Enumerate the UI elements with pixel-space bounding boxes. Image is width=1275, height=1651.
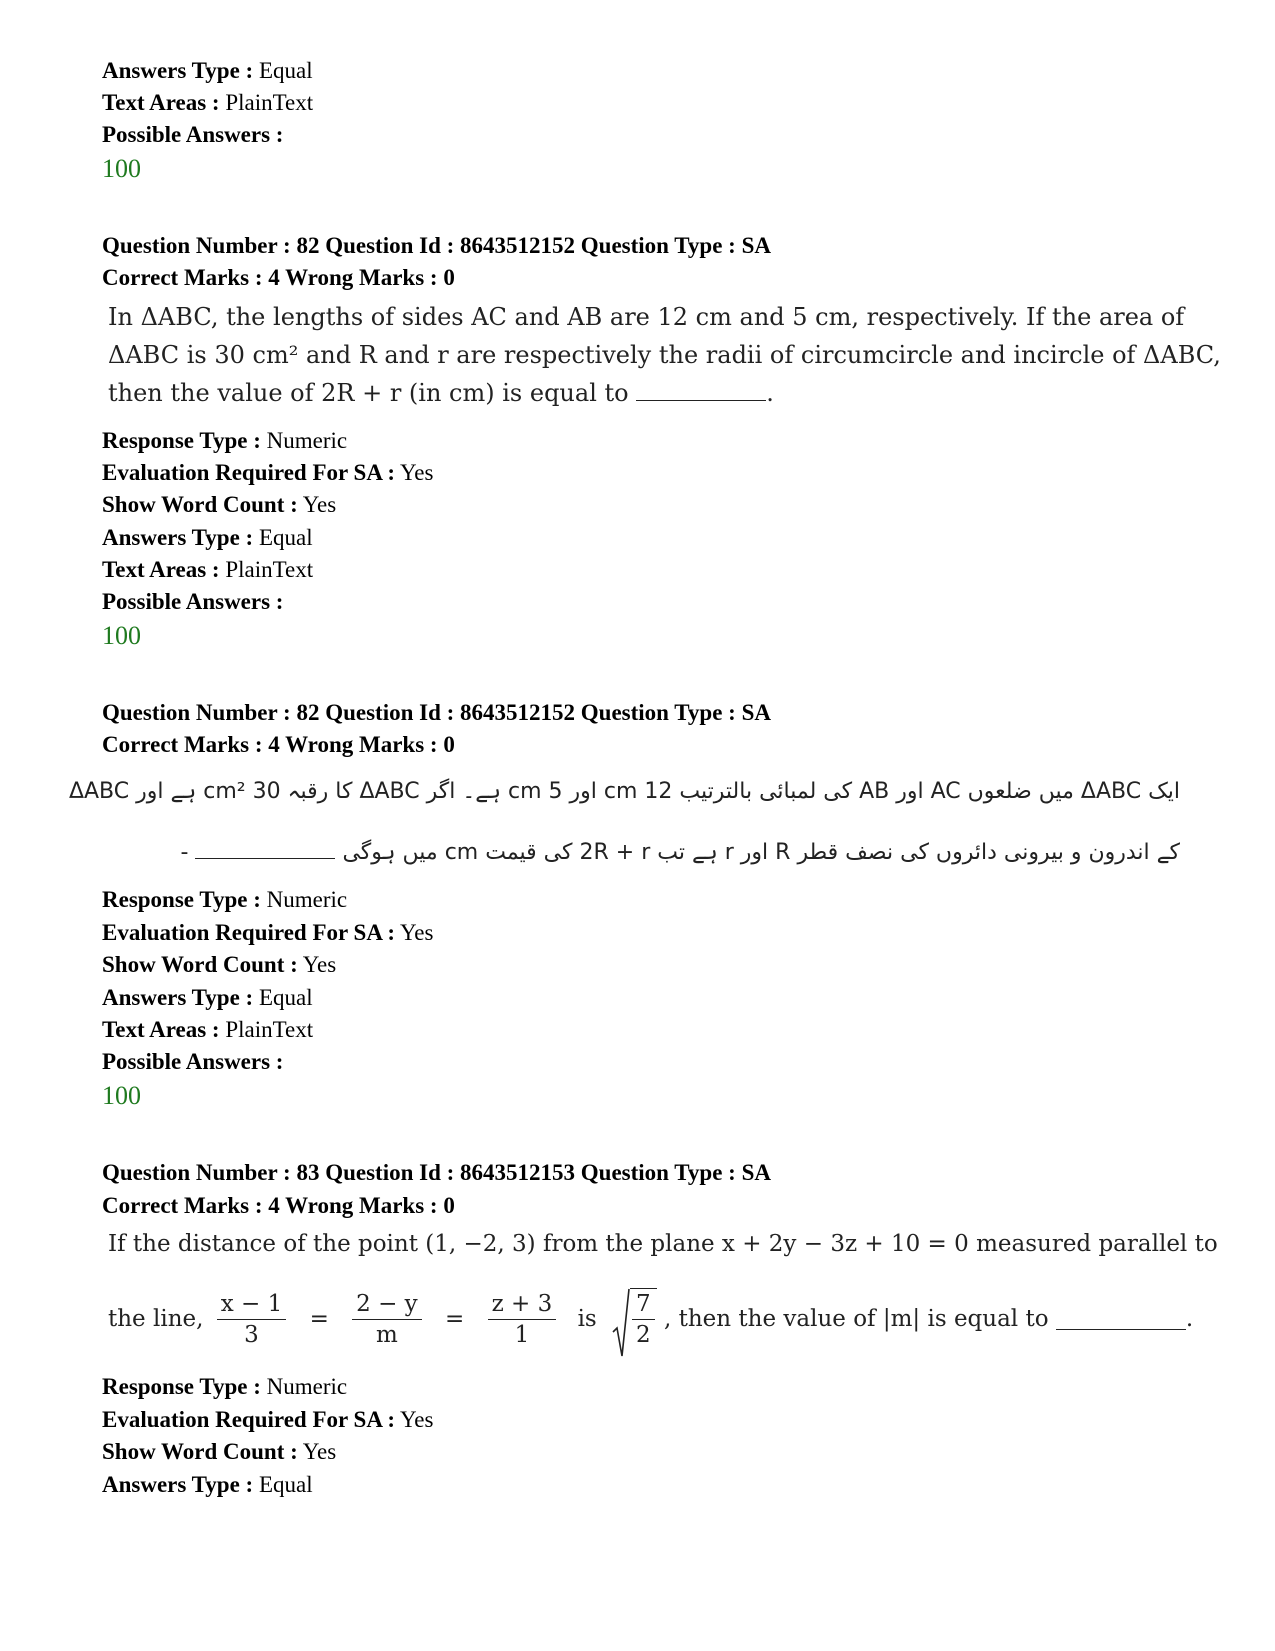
- text-areas-label: Text Areas :: [102, 557, 220, 582]
- fraction-1: [217, 1289, 287, 1350]
- q82-en-possible-answer-value: 100: [102, 621, 141, 650]
- q82-ur-answers-type-row: [102, 983, 313, 1013]
- show-word-count-label: Show Word Count :: [102, 492, 298, 517]
- period: .: [1185, 1306, 1194, 1332]
- text-areas-value: PlainText: [225, 1017, 314, 1042]
- period: .: [766, 379, 774, 407]
- q83-response-type-row: [102, 1372, 347, 1402]
- answers-type-value: Equal: [258, 525, 313, 550]
- response-type-label: Response Type :: [102, 428, 261, 453]
- q82-ur-header: Question Number : 82 Question Id : 8643512152 Question Type : SA: [102, 700, 771, 725]
- fraction-3-denominator: 1: [514, 1321, 530, 1348]
- q82-ur-text-line2: کے اندرون و بیرونی دائروں کی نصف قطر R اور r ہے تب 2R + r کی قیمت cm میں ہوگی -: [180, 840, 1180, 865]
- text-areas-value: PlainText: [225, 90, 314, 115]
- q82-ur-word-count-row: [102, 950, 336, 980]
- fraction-1-denominator: 3: [244, 1321, 259, 1348]
- q82-en-answers-type-row: [102, 523, 313, 553]
- fraction-2-numerator: 2 − y: [352, 1289, 422, 1320]
- fraction-2: [352, 1289, 422, 1350]
- q82-en-evaluation-row: [102, 458, 433, 488]
- sqrt-numerator: 7: [632, 1289, 655, 1320]
- q82-en-possible-answers-label: Possible Answers :: [102, 589, 284, 614]
- show-word-count-label: Show Word Count :: [102, 1439, 298, 1464]
- q83-answers-type-row: [102, 1470, 313, 1500]
- equals-sign: =: [445, 1306, 465, 1332]
- fraction-2-denominator: m: [376, 1321, 398, 1348]
- evaluation-required-value: Yes: [400, 920, 434, 945]
- response-type-label: Response Type :: [102, 1374, 261, 1399]
- q82-en-text-line3-body: then the value of 2R + r (in cm) is equal to: [108, 379, 629, 407]
- answers-type-label: Answers Type :: [102, 1472, 254, 1497]
- response-type-value: Numeric: [266, 428, 348, 453]
- evaluation-required-label: Evaluation Required For SA :: [102, 1407, 396, 1432]
- show-word-count-value: Yes: [302, 492, 337, 517]
- answers-type-value: Equal: [258, 1472, 313, 1497]
- sqrt-fraction: [632, 1289, 655, 1350]
- evaluation-required-value: Yes: [400, 1407, 434, 1432]
- q83-word-count-row: [102, 1437, 336, 1467]
- q83-evaluation-row: [102, 1405, 433, 1435]
- answers-type-label: Answers Type :: [102, 525, 254, 550]
- fraction-3-numerator: z + 3: [488, 1289, 557, 1320]
- top-text-areas-row: [102, 88, 313, 118]
- q82-ur-response-type-row: [102, 885, 347, 915]
- q82-ur-possible-answers-label: Possible Answers :: [102, 1049, 284, 1074]
- answer-blank: [636, 380, 766, 401]
- show-word-count-value: Yes: [302, 1439, 337, 1464]
- answer-blank: [1056, 1309, 1186, 1330]
- q83-text-line2: [108, 1288, 1194, 1350]
- top-possible-answer-value: 100: [102, 154, 141, 183]
- q82-ur-evaluation-row: [102, 918, 433, 948]
- evaluation-required-label: Evaluation Required For SA :: [102, 920, 396, 945]
- show-word-count-label: Show Word Count :: [102, 952, 298, 977]
- q82-en-header: Question Number : 82 Question Id : 8643512152 Question Type : SA: [102, 233, 771, 258]
- q83-header: Question Number : 83 Question Id : 8643512153 Question Type : SA: [102, 1160, 771, 1185]
- q82-en-text-line1: In ΔABC, the lengths of sides AC and AB are 12 cm and 5 cm, respectively. If the area of: [108, 303, 1185, 331]
- top-possible-answers-label: Possible Answers :: [102, 122, 284, 147]
- evaluation-required-value: Yes: [400, 460, 434, 485]
- q82-en-text-line3: [108, 379, 1178, 407]
- sqrt-denominator: 2: [636, 1322, 651, 1348]
- response-type-value: Numeric: [266, 887, 348, 912]
- q83-line2-end: , then the value of |m| is equal to: [664, 1306, 1049, 1332]
- square-root: [612, 1288, 657, 1350]
- q83-line2-start: the line,: [108, 1306, 204, 1332]
- equals-sign: =: [309, 1306, 329, 1332]
- answers-type-value: Equal: [258, 985, 313, 1010]
- q82-en-word-count-row: [102, 490, 336, 520]
- sqrt-content: [630, 1288, 657, 1350]
- text-areas-label: Text Areas :: [102, 1017, 220, 1042]
- q83-text-line1: If the distance of the point (1, −2, 3) from the plane x + 2y − 3z + 10 = 0 measured parallel to: [108, 1231, 1218, 1257]
- text-areas-label: Text Areas :: [102, 90, 220, 115]
- q82-en-marks: Correct Marks : 4 Wrong Marks : 0: [102, 265, 455, 290]
- radical-sign-icon: [612, 1288, 630, 1360]
- q82-ur-possible-answer-value: 100: [102, 1081, 141, 1110]
- q82-en-text-areas-row: [102, 555, 313, 585]
- q82-ur-text-areas-row: [102, 1015, 313, 1045]
- q83-marks: Correct Marks : 4 Wrong Marks : 0: [102, 1193, 455, 1218]
- is-word: is: [577, 1306, 597, 1332]
- answer-blank: [195, 838, 335, 859]
- fraction-3: [488, 1289, 557, 1350]
- text-areas-value: PlainText: [225, 557, 314, 582]
- q82-ur-marks: Correct Marks : 4 Wrong Marks : 0: [102, 732, 455, 757]
- q82-en-response-type-row: [102, 426, 347, 456]
- response-type-label: Response Type :: [102, 887, 261, 912]
- answers-type-label: Answers Type :: [102, 985, 254, 1010]
- q82-ur-text-line2-body: کے اندرون و بیرونی دائروں کی نصف قطر R اور r ہے تب 2R + r کی قیمت cm میں ہوگی: [342, 840, 1180, 865]
- evaluation-required-label: Evaluation Required For SA :: [102, 460, 396, 485]
- q82-en-text-line2: ΔABC is 30 cm² and R and r are respectively the radii of circumcircle and incircle of ΔABC,: [108, 341, 1221, 369]
- answers-type-value: Equal: [258, 58, 313, 83]
- show-word-count-value: Yes: [302, 952, 337, 977]
- q82-ur-text-line1: ایک ΔABC میں ضلعوں AC اور AB کی لمبائی بالترتیب 12 cm اور 5 cm ہے۔ اگر ΔABC کا رقبہ 30 cm² ہے اور ΔABC: [68, 779, 1180, 804]
- answers-type-label: Answers Type :: [102, 58, 254, 83]
- top-answers-type-row: [102, 56, 313, 86]
- fraction-1-numerator: x − 1: [217, 1289, 287, 1320]
- response-type-value: Numeric: [266, 1374, 348, 1399]
